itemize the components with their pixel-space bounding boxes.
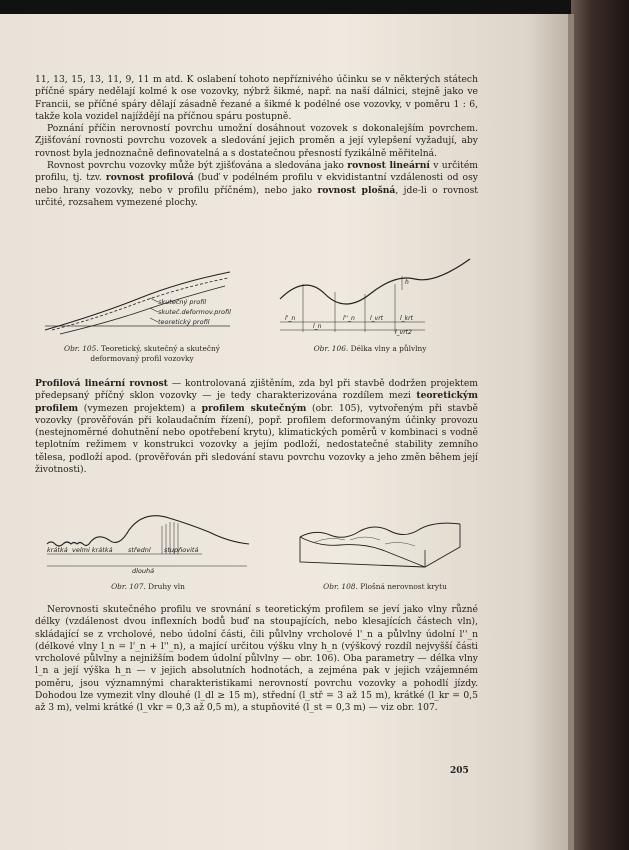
text-block-middle <box>35 378 478 476</box>
figure-108-diagram <box>295 512 465 577</box>
fig106-label-ln-double-prime: l''_n <box>343 315 355 322</box>
fig105-label-actual: skutečný profil <box>158 298 207 306</box>
paragraph-1: 11, 13, 15, 13, 11, 9, 11 m atd. K oslabení tohoto nepříznivého účinku se v některých státech příčné spáry nedělají kolmé k ose vozovky, nýbrž šikmé, např. na naší dálnici, stejně jako ve Francii, se příčné spáry dělají zásadně řezané a šikmé k podélné ose vozovky, v poměru 1 : 6, takže kola vozidel najíždějí na příčnou spáru postupně. <box>35 74 478 122</box>
fig107-label-very-short: velmi krátká <box>72 546 113 554</box>
fig106-label-ln-prime: l'_n <box>285 315 296 322</box>
fig106-label-lvrt: l_vrt <box>370 315 384 322</box>
figure-107-diagram <box>42 504 252 574</box>
fig105-label-theoretical: teoretický profil <box>158 318 210 326</box>
paragraph-3: Rovnost povrchu vozovky může být zjišťována a sledována jako rovnost lineární v určitém profilu, tj. tzv. rovnost profilová (buď v podélném profilu v ekvidistantní vzdálenosti od osy nebo hrany vozovky, nebo v profilu příčném), nebo jako rovnost plošná, jde-li o rovnost určité, rozsahem vymezené plochy. <box>35 160 479 208</box>
page-number: 205 <box>450 766 469 776</box>
book-spine-shadow <box>571 0 629 850</box>
paragraph-5: Nerovnosti skutečného profilu ve srovnání s teoretickým profilem se jeví jako vlny různé délky (vzdálenost dvou inflexních bodů buď na stoupajících, nebo klesajících částech vln), skládající se z vrcholové, nebo údolní části, čili půlvlny vrcholové l'_n a půlvlny údolní l''_n (délkové vlny l_n = l'_n + l''_n), a mající určitou výšku vlny h_n (výškový rozdíl nejvyšší části vrcholové půlvlny a nejnižším bodem údolní půlvlny — obr. 106). Oba parametry — délka vlny l_n a její výška h_n — v jejich absolutních hodnotách, a zejména pak v jejich vzájemném poměru, jsou významnými charakteristikami nerovností povrchu vozovky a pohodlí jízdy. Dohodou lze vymezit vlny dlouhé (l_dl ≥ 15 m), střední (l_stř = 3 až 15 m), krátké (l_kr = 0,5 až 3 m), velmi krátké (l_vkr = 0,3 až 0,5 m), a stupňovité (l_st = 0,3 m) — viz obr. 107. <box>35 604 478 714</box>
figure-107-caption: Obr. 107. Druhy vln <box>111 582 185 591</box>
fig107-label-long: dlouhá <box>132 567 155 575</box>
fig107-label-medium: střední <box>128 546 151 554</box>
figure-105-diagram <box>40 264 240 339</box>
fig107-label-short: krátká <box>47 546 68 554</box>
fig107-label-stepped: stupňovitá <box>164 546 199 554</box>
figure-106-diagram <box>275 254 475 336</box>
text-block-bottom <box>35 604 478 715</box>
fig106-label-ln: l_n <box>313 323 322 330</box>
figure-108-caption: Obr. 108. Plošná nerovnost krytu <box>323 582 447 591</box>
fig105-label-deformed: skuteč.deformov.profil <box>158 308 231 316</box>
figure-106-caption: Obr. 106. Délka vlny a půlvlny <box>313 344 427 353</box>
book-page <box>0 14 574 850</box>
fig106-label-lkrt: l_krt <box>400 315 413 322</box>
fig106-label-h: h <box>405 279 409 286</box>
paragraph-4: Profilová lineární rovnost — kontrolovaná zjištěním, zda byl při stavbě dodržen projektem předepsaný příčný sklon vozovky — je tedy charakterizována rozdílem mezi teoretickým profilem (vymezen projektem) a profilem skutečným (obr. 105), vytvořeným při stavbě vozovky (prověřován při kolaudačním řízení), popř. profilem deformovaným účinky provozu (nestejnoměrné dohutnění nebo opotřebení krytu), klimatických poměrů v kombinaci s vodně teplotním režimem v konstrukci vozovky a jejím podloží, nedostatečné stability zemního tělesa, podloží apod. (prověřován při sledování stavu povrchu vozovky a jeho změn během její životnosti). <box>35 378 478 476</box>
text-block-top <box>35 74 478 209</box>
figure-105-caption: Obr. 105. Teoretický, skutečný a skutečný deformovaný profil vozovky <box>64 344 220 363</box>
paragraph-2: Poznání příčin nerovností povrchu umožní dosáhnout vozovek s dokonalejším povrchem. Zjišťování rovnosti povrchu vozovek a sledování jejich proměn a její vylepšení vyžadují, aby rovnost byla jednoznačně definovatelná a s dostatečnou přesností fyzikálně měřitelná. <box>35 123 478 159</box>
fig106-label-lvrt2: l_vrt2 <box>395 329 412 336</box>
